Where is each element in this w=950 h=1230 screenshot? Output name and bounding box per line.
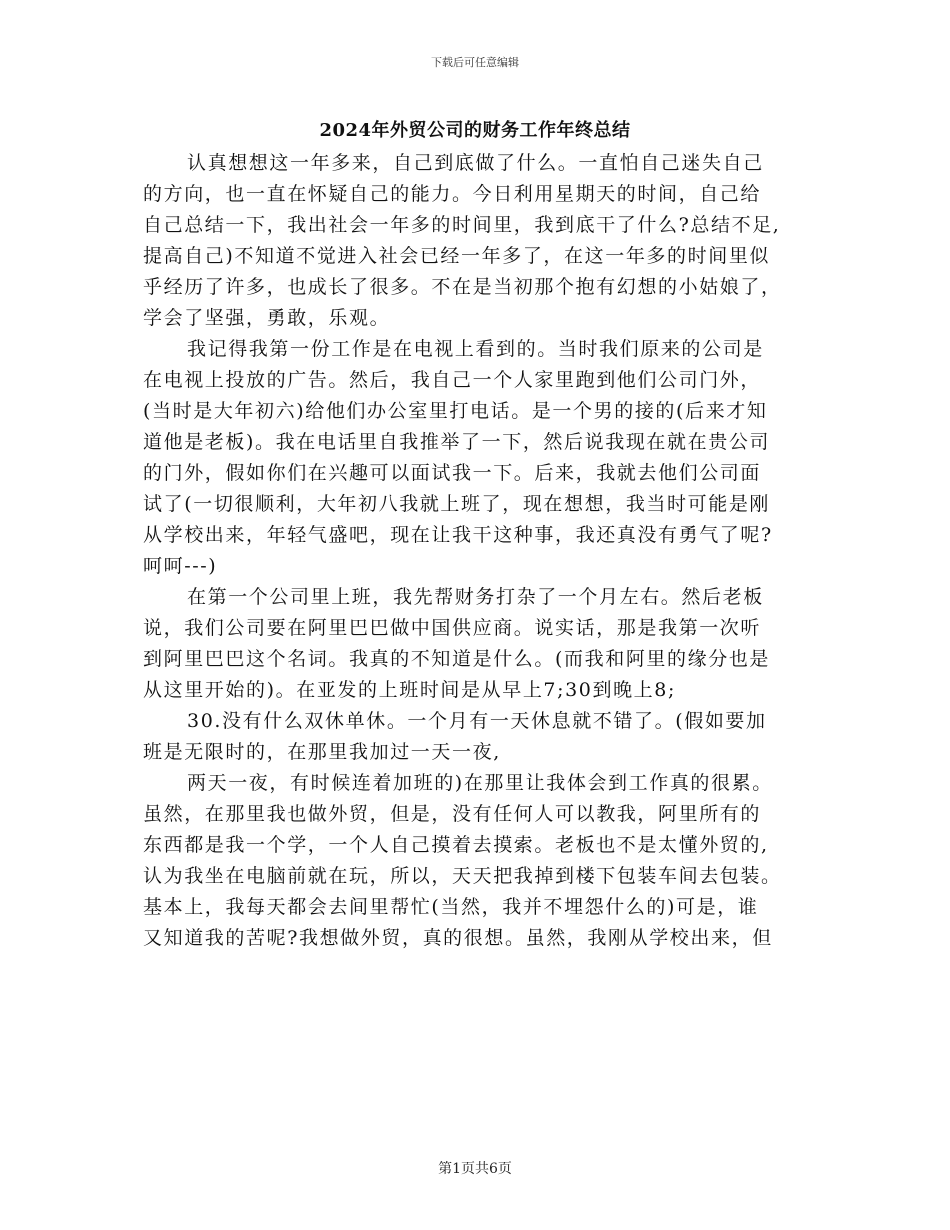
text-line: 认为我坐在电脑前就在玩，所以，天天把我掉到楼下包装车间去包装。	[143, 865, 782, 887]
text-line: 学会了坚强，勇敢，乐观。	[143, 307, 391, 329]
text-line: 的门外，假如你们在兴趣可以面试我一下。后来，我就去他们公司面	[143, 462, 762, 484]
text-line: 呵呵---)	[143, 555, 218, 577]
text-line: 认真想想这一年多来，自己到底做了什么。一直怕自己迷失自己	[187, 152, 764, 174]
text-line: 虽然，在那里我也做外贸，但是，没有任何人可以教我，阿里所有的	[143, 803, 762, 825]
text-line: (当时是大年初六)给他们办公室里打电话。是一个男的接的(后来才知	[143, 400, 768, 422]
text-line: 班是无限时的，在那里我加过一天一夜,	[143, 741, 501, 763]
page-title: 2024年外贸公司的财务工作年终总结	[319, 120, 631, 141]
text-line: 两天一夜，有时候连着加班的)在那里让我体会到工作真的很累。	[187, 772, 773, 794]
text-line: 基本上，我每天都会去间里帮忙(当然，我并不埋怨什么的)可是，谁	[143, 896, 759, 918]
text-line: 说，我们公司要在阿里巴巴做中国供应商。说实话，那是我第一次听	[143, 617, 762, 639]
text-line: 乎经历了许多，也成长了很多。不在是当初那个抱有幻想的小姑娘了，	[143, 276, 782, 298]
text-line: 在第一个公司里上班，我先帮财务打杂了一个月左右。然后老板	[187, 586, 764, 608]
text-line: 又知道我的苦呢?我想做外贸，真的很想。虽然，我刚从学校出来，但	[143, 927, 773, 949]
document-body	[143, 148, 813, 954]
text-line: 30.没有什么双休单休。一个月有一天休息就不错了。(假如要加	[187, 710, 767, 732]
text-line: 道他是老板)。我在电话里自我推举了一下，然后说我现在就在贵公司	[143, 431, 771, 453]
text-line: 从这里开始的)。在亚发的上班时间是从早上7;30到晚上8;	[143, 679, 676, 701]
text-line: 到阿里巴巴这个名词。我真的不知道是什么。(而我和阿里的缘分也是	[143, 648, 771, 670]
text-line: 自己总结一下，我出社会一年多的时间里，我到底干了什么?总结不足,	[143, 214, 781, 236]
text-line: 东西都是我一个学，一个人自己摸着去摸索。老板也不是太懂外贸的,	[143, 834, 769, 856]
text-line: 从学校出来，年轻气盛吧，现在让我干这种事，我还真没有勇气了呢?	[143, 524, 773, 546]
text-line: 试了(一切很顺利，大年初八我就上班了，现在想想，我当时可能是刚	[143, 493, 771, 515]
text-line: 在电视上投放的广告。然后，我自己一个人家里跑到他们公司门外，	[143, 369, 762, 391]
page-number: 第1页共6页	[438, 1161, 512, 1177]
page-header-note: 下载后可任意编辑	[431, 56, 519, 69]
text-line: 的方向，也一直在怀疑自己的能力。今日利用星期天的时间，自己给	[143, 183, 762, 205]
text-line: 提高自己)不知道不觉进入社会已经一年多了，在这一年多的时间里似	[143, 245, 771, 267]
text-line: 我记得我第一份工作是在电视上看到的。当时我们原来的公司是	[187, 338, 764, 360]
